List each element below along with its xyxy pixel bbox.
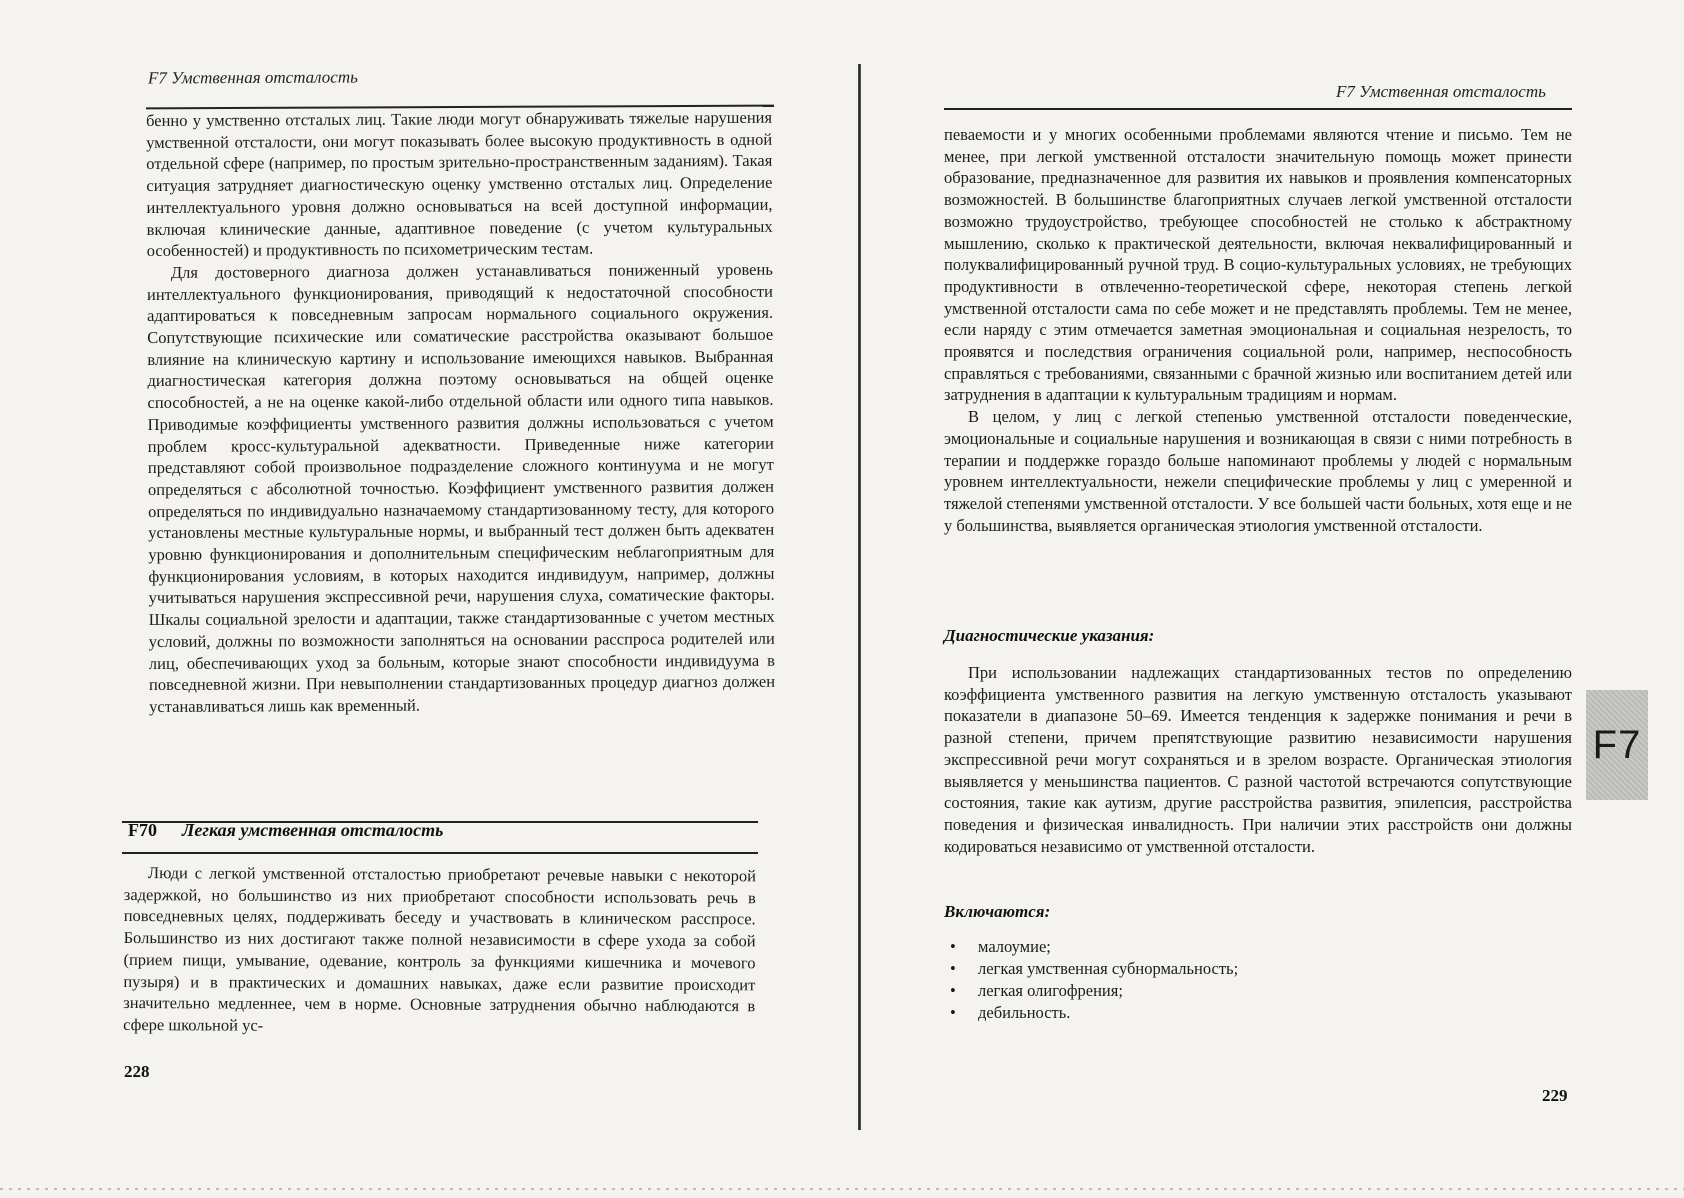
left-body-text — [146, 107, 775, 718]
diagnostic-heading: Диагностические указания: — [944, 626, 1155, 645]
diagnostic-text — [944, 662, 1572, 857]
section-title: Легкая умственная отсталость — [182, 820, 444, 840]
paragraph: При использовании надлежащих стандартизованных тестов по определению коэффициента умственного развития на легкую умственную отсталость указывают показатели в диапазоне 50–69. Имеется тенденция к задержке понимания и речи в разной степени, причем препятствующие развитию независимости нарушения экспрессивной речи могут сохраняться и в зрелом возрасте. Органическая этиология выявляется у меньшинства пациентов. С разной частотой встречаются сопутствующие состояния, такие как аутизм, другие расстройства развития, эпилепсия, расстройства поведения и физическая инвалидность. При наличии этих расстройств они должны кодироваться независимо от умственной отсталости. — [944, 663, 1572, 856]
scan-edge-noise — [0, 1188, 1684, 1190]
includes-list — [946, 936, 1506, 1024]
section-heading — [128, 820, 443, 841]
paragraph: бенно у умственно отсталых лиц. Такие люди могут обнаруживать тяжелые нарушения умственной отсталости, они могут показывать более высокую продуктивность в одной отдельной сфере (например, по простым зрительно-пространственным заданиям). Такая ситуация затрудняет диагностическую оценку умственно отсталых лиц. Определение интеллектуального уровня должно основываться на всей доступной информации, включая клинические данные, адаптивное поведение (с учетом культуральных особенностей) и продуктивность по психометрическим тестам. — [146, 107, 773, 261]
section-rule-bottom — [122, 852, 758, 854]
page-number-left: 228 — [124, 1062, 150, 1081]
list-item: • легкая умственная субнормальность; — [950, 959, 1239, 978]
paragraph: В целом, у лиц с легкой степенью умственной отсталости поведенческие, эмоциональные и социальные нарушения и возникающая в связи с ними потребность в терапии и поддержке гораздо больше напоминают проблемы у людей с нормальным уровнем интеллектуальности, нежели специфические проблемы у лиц с умеренной и тяжелой степенями умственной отсталости. У все большей части больных, хотя еще и не у большинства, выявляется органическая этиология умственной отсталости. — [944, 407, 1572, 535]
chapter-thumb-tab — [1586, 690, 1648, 800]
paragraph: Люди с легкой умственной отсталостью приобретают речевые навыки с некоторой задержкой, но большинство из них приобретают способности использовать речь в повседневных целях, поддерживать беседу и участвовать в клиническом расспросе. Большинство из них достигают также полной независимости в сфере ухода за собой (прием пищи, умывание, одевание, контроль за функциями кишечника и мочевого пузыря) и в практических и домашних навыках, даже если развитие происходит значительно медленнее, чем в норме. Основные затруднения обычно наблюдаются в сфере школьной ус- — [123, 863, 756, 1035]
list-item: • легкая олигофрения; — [950, 981, 1123, 1000]
includes-heading: Включаются: — [944, 902, 1051, 921]
header-rule-right — [944, 108, 1572, 110]
right-page — [862, 0, 1684, 1198]
page-number-right: 229 — [1542, 1086, 1568, 1105]
thumb-tab-label: F7 — [1592, 722, 1642, 767]
list-item: • дебильность. — [950, 1003, 1071, 1022]
right-body-text — [944, 124, 1572, 536]
running-head-right: F7 Умственная отсталость — [1336, 82, 1546, 101]
book-gutter — [858, 64, 861, 1130]
paragraph: Для достоверного диагноза должен устанавливаться пониженный уровень интеллектуального функционирования, приводящий к недостаточной способности адаптироваться к повседневным запросам нормального социального окружения. Сопутствующие психические или соматические расстройства оказывают большое влияние на клиническую картину и использование имеющихся навыков. Выбранная диагностическая категория должна поэтому основываться на общей оценке способностей, а не на оценке какой-либо отдельной области или одного типа навыков. Приводимые коэффициенты умственного развития должны использоваться с учетом проблем кросс-культуральной адекватности. Приведенные ниже категории представляют собой произвольное подразделение сложного континуума и не могут определяться с абсолютной точностью. Коэффициент умственного развития должен определяться по индивидуально назначаемому стандартизованному тесту, для которого установлены местные культуральные нормы, и выбранный тест должен быть адекватен уровню функционирования и дополнительным специфическим неблагоприятным для функционирования условиям, в которых находится индивидуум, например, должны учитываться нарушения экспрессивной речи, нарушения слуха, соматические факторы. Шкалы социальной зрелости и адаптации, также стандартизованные с учетом местных условий, должны по возможности заполняться на основании расспроса родителей или лиц, обеспечивающих уход за больным, которые знают способности индивидуума в повседневной жизни. При невыполнении стандартизованных процедур диагноз должен устанавливаться лишь как временный. — [146, 259, 776, 716]
list-item: • малоумие; — [950, 937, 1051, 956]
running-head-left: F7 Умственная отсталость — [147, 67, 358, 88]
section-code: F70 — [128, 820, 157, 840]
section-text — [123, 862, 756, 1039]
paragraph: певаемости и у многих особенными проблемами являются чтение и письмо. Тем не менее, при легкой умственной отсталости значительную помощь может принести образование, предназначенное для развития их навыков и проявления компенсаторных возможностей. В большинстве благоприятных случаев легкой умственной отсталости возможно трудоустройство, требующее способностей не столько к абстрактному мышлению, сколько к практической деятельности, включая неквалифицированный и полуквалифицированный ручной труд. В социо-культуральных условиях, не требующих продуктивности в отвлеченно-теоретической сфере, некоторая степень легкой умственной отсталости сама по себе может и не представлять проблемы. Тем не менее, если наряду с этим отмечается заметная эмоциональная и социальная незрелость, то проявятся и последствия ограничения социальной роли, например, неспособность справляться с требованиями, связанными с брачной жизнью или воспитанием детей или затруднения в адаптации к культуральным традициям и нормам. — [944, 125, 1572, 405]
